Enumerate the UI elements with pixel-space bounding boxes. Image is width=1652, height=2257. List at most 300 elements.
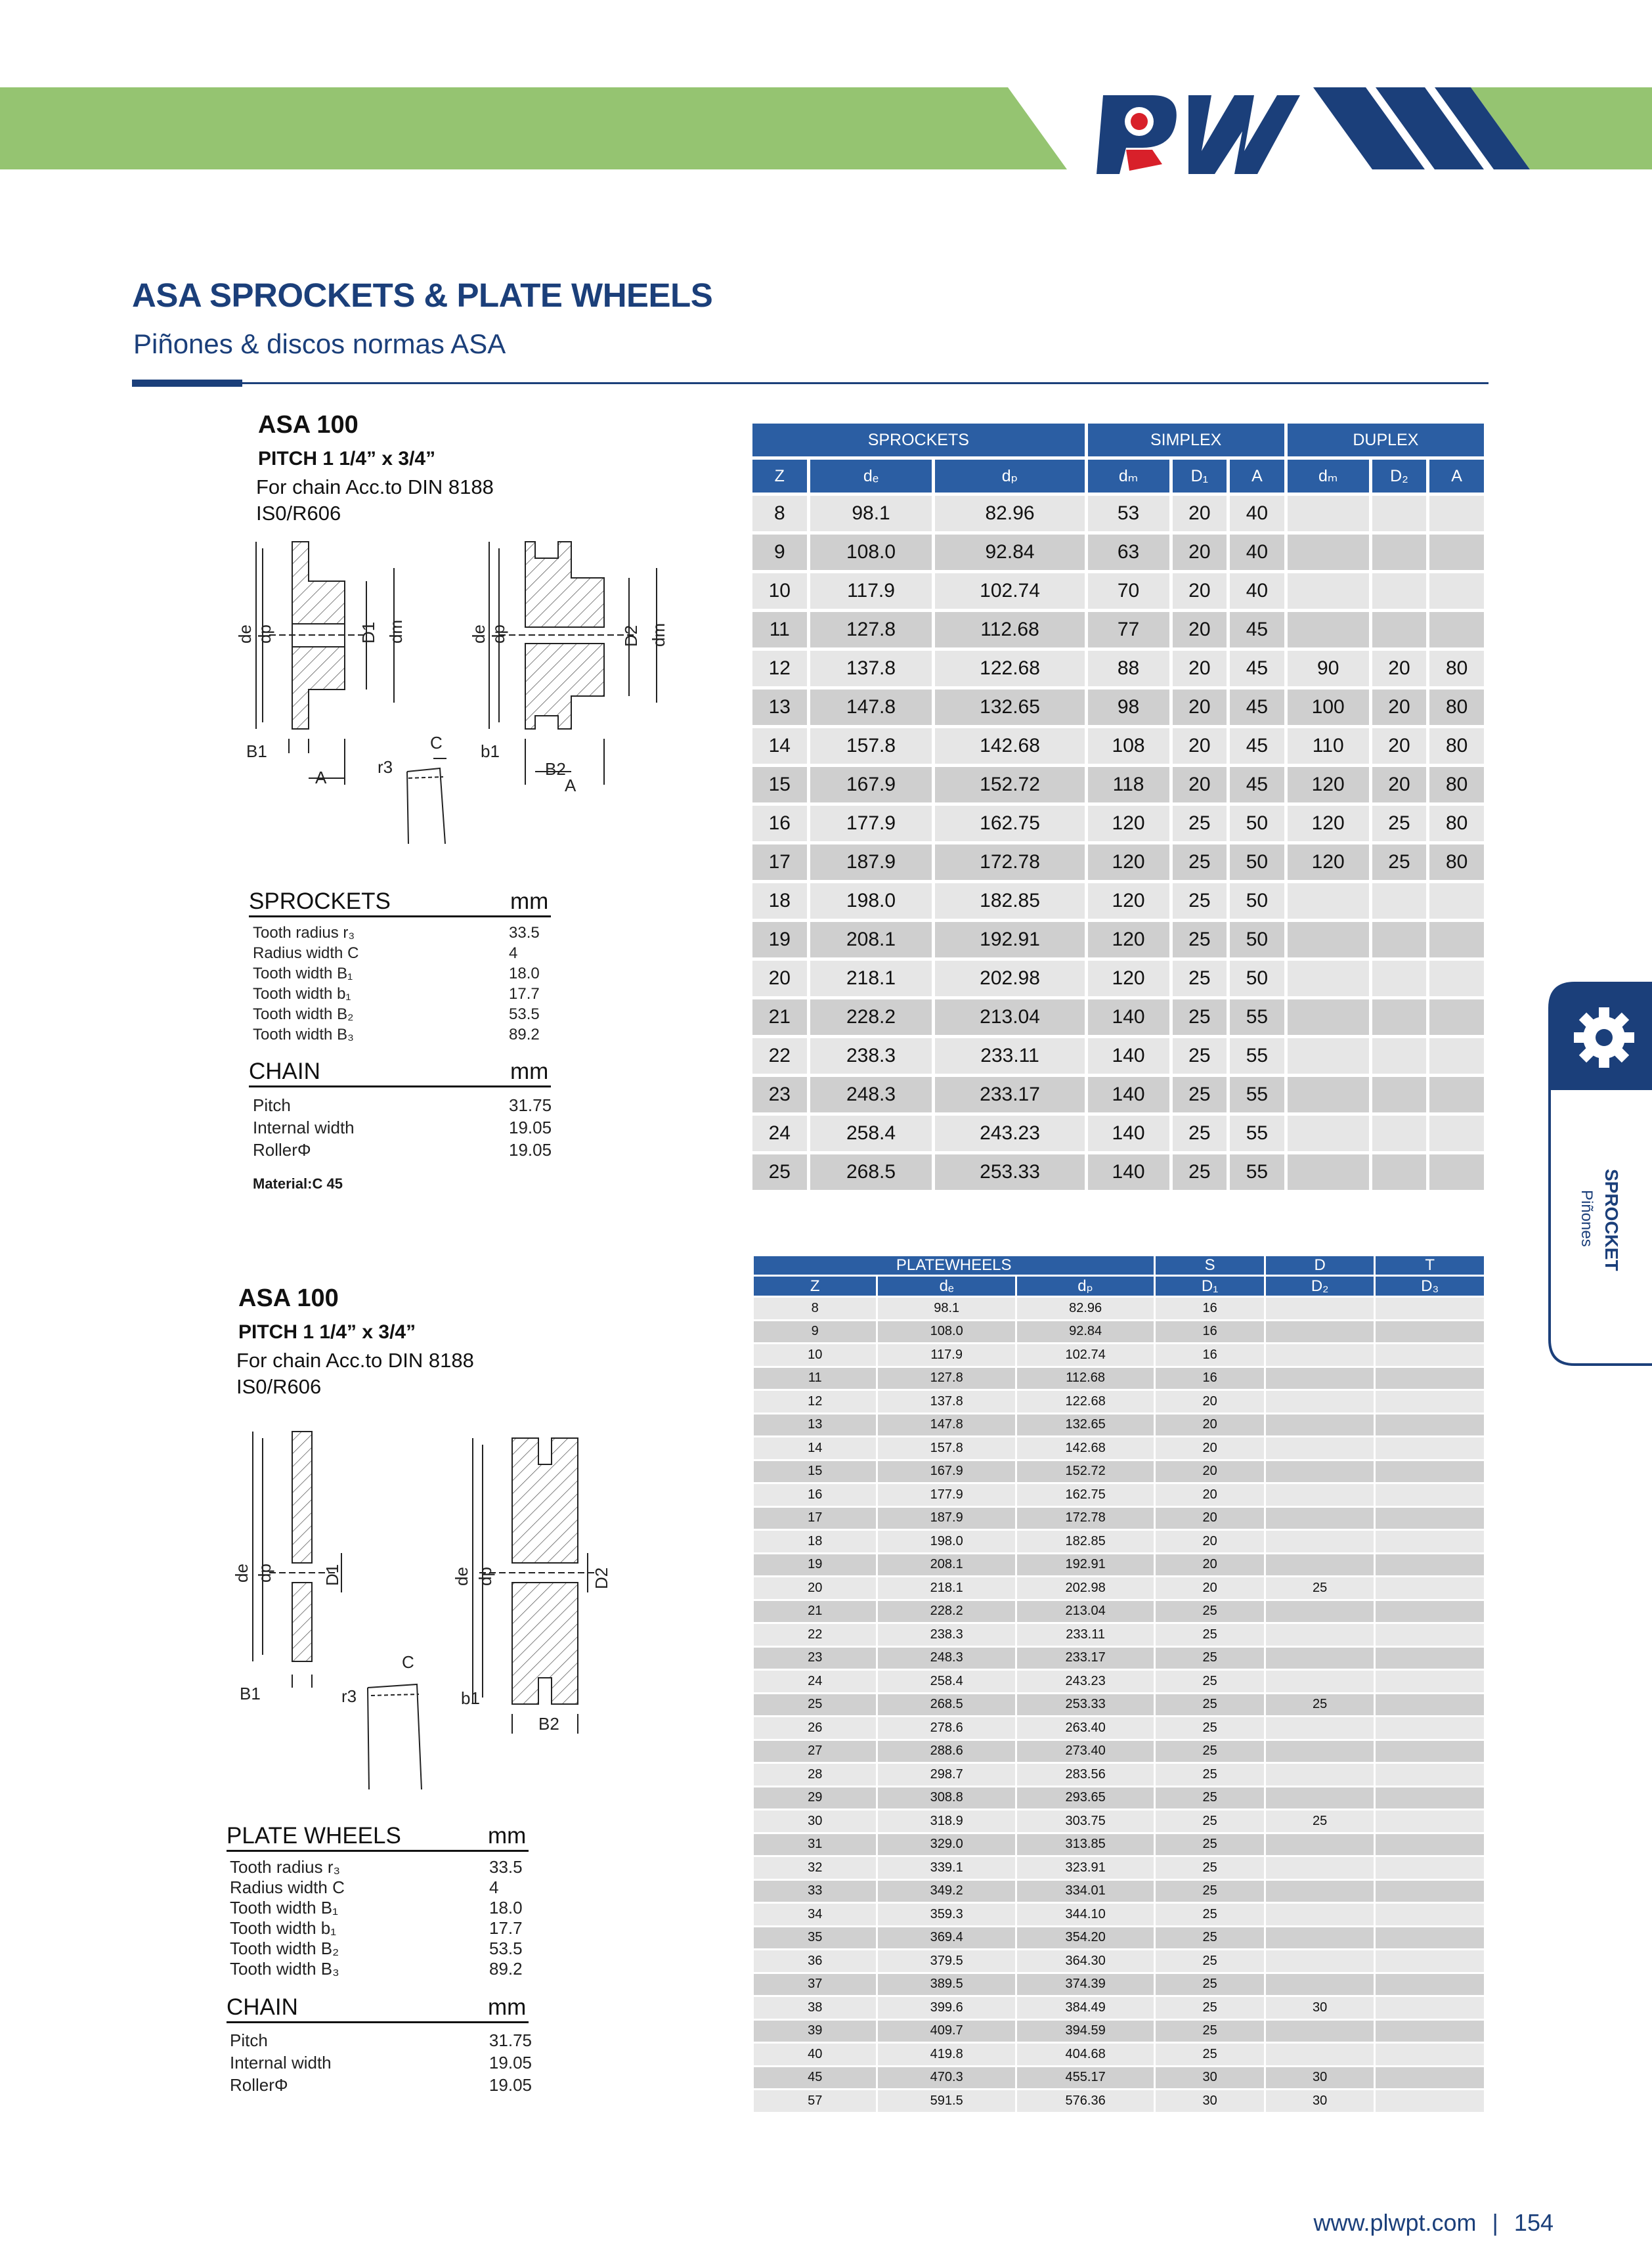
table-cell: 172.78 (935, 844, 1084, 880)
table-cell: 98.1 (878, 1298, 1014, 1319)
table-cell: 20 (1156, 1531, 1264, 1552)
table-cell: 25 (1173, 961, 1227, 996)
plw-logo-icon (1090, 79, 1307, 184)
table-cell: 82.96 (935, 496, 1084, 531)
material-note: Material:C 45 (253, 1175, 343, 1192)
table-cell: 25 (1156, 1764, 1264, 1786)
table-row (754, 1391, 1484, 1413)
plate-spec-list (230, 1857, 532, 1979)
table-row (754, 1461, 1484, 1483)
table-cell (1266, 1764, 1374, 1786)
table-cell: 112.68 (1017, 1368, 1154, 1390)
table-cell: 80 (1429, 690, 1484, 725)
table-cell: 20 (1156, 1484, 1264, 1506)
table-cell: 162.75 (935, 806, 1084, 841)
section1-iso: IS0/R606 (256, 502, 341, 525)
spec-row: Tooth width B₁ 18.0 (253, 965, 540, 982)
sprocket-spec-list (253, 923, 555, 1045)
table-cell: 120 (1088, 883, 1169, 919)
spec-row: Radius width C 4 (230, 1877, 499, 1897)
table-cell: 409.7 (878, 2021, 1014, 2042)
table-cell: 25 (1156, 1717, 1264, 1739)
table-cell (1429, 612, 1484, 647)
sprocket-table-body (752, 496, 1484, 1190)
table-cell: 142.68 (935, 728, 1084, 764)
table-cell (1266, 1414, 1374, 1436)
table-cell (1376, 2090, 1484, 2112)
table-cell (1266, 1531, 1374, 1552)
t1-col-header: D₂ (1372, 460, 1427, 493)
table-cell: 55 (1230, 1154, 1284, 1190)
sprocket-table (749, 420, 1487, 1193)
spec-row: Tooth radius r₃ 33.5 (230, 1857, 523, 1877)
table-cell: 122.68 (935, 651, 1084, 686)
table-cell: 55 (1230, 999, 1284, 1035)
table-row (754, 1717, 1484, 1739)
footer-url[interactable]: www.plwpt.com (1313, 2209, 1477, 2236)
table-cell (1376, 1601, 1484, 1623)
table-cell: 25 (1156, 1857, 1264, 1879)
label-de: de (236, 625, 255, 644)
table-cell (1376, 1368, 1484, 1390)
section1-pitch: PITCH 1 1/4” x 3/4” (258, 448, 436, 470)
table-cell: 25 (754, 1694, 876, 1716)
table-cell: 77 (1088, 612, 1169, 647)
plate-wheel-diagram (230, 1425, 624, 1793)
table-cell (1429, 999, 1484, 1035)
table-cell: 470.3 (878, 2067, 1014, 2089)
table-cell: 45 (1230, 690, 1284, 725)
table-cell: 339.1 (878, 1857, 1014, 1879)
table-cell (1429, 573, 1484, 609)
table-cell (1376, 1764, 1484, 1786)
table-cell (1376, 1834, 1484, 1856)
table-cell: 120 (1088, 961, 1169, 996)
table-cell: 238.3 (810, 1038, 932, 1074)
table-cell: 142.68 (1017, 1437, 1154, 1459)
table-cell: 100 (1288, 690, 1369, 725)
table-cell: 31 (754, 1834, 876, 1856)
table-cell (1266, 1717, 1374, 1739)
table-cell (1376, 1974, 1484, 1996)
spec-row: Internal width 19.05 (230, 2053, 532, 2072)
spec-row: RollerΦ 19.05 (253, 1140, 552, 1160)
label-B1-2: B1 (240, 1684, 261, 1703)
table-cell: 238.3 (878, 1624, 1014, 1646)
table-cell: 233.17 (1017, 1648, 1154, 1669)
table-cell: 17 (754, 1508, 876, 1529)
table-cell (1376, 1741, 1484, 1763)
table-cell (1266, 1624, 1374, 1646)
table-cell: 20 (752, 961, 807, 996)
table-cell (1376, 1904, 1484, 1925)
table-cell: 374.39 (1017, 1974, 1154, 1996)
table-cell: 40 (1230, 535, 1284, 570)
chain-spec-title: CHAIN (249, 1059, 320, 1084)
table-cell (1266, 1391, 1374, 1413)
t2-col-header: dₑ (878, 1277, 1014, 1296)
chain-spec-list (253, 1094, 555, 1161)
table-cell: 122.68 (1017, 1391, 1154, 1413)
table-cell: 394.59 (1017, 2021, 1154, 2042)
table-cell (1266, 1601, 1374, 1623)
table-cell: 16 (752, 806, 807, 841)
table-cell: 25 (1372, 844, 1427, 880)
plate-spec-title: PLATE WHEELS (227, 1823, 401, 1849)
table-cell (1429, 1116, 1484, 1151)
table-cell (1266, 1461, 1374, 1483)
table-cell (1372, 1116, 1427, 1151)
table-cell: 198.0 (810, 883, 932, 919)
table-cell: 22 (754, 1624, 876, 1646)
table-cell (1376, 1484, 1484, 1506)
table-row (752, 1116, 1484, 1151)
table-cell: 25 (1372, 806, 1427, 841)
table-cell: 45 (1230, 612, 1284, 647)
table-cell: 80 (1429, 767, 1484, 802)
table-cell: 11 (752, 612, 807, 647)
table-cell: 20 (1173, 496, 1227, 531)
table-cell: 182.85 (1017, 1531, 1154, 1552)
table-row (754, 1531, 1484, 1552)
table-cell (1266, 1368, 1374, 1390)
table-cell: 20 (1372, 728, 1427, 764)
table-cell: 120 (1088, 844, 1169, 880)
table-cell: 25 (1156, 1624, 1264, 1646)
table-cell (1429, 496, 1484, 531)
table-cell (1372, 883, 1427, 919)
table-cell (1429, 922, 1484, 957)
table-cell (1372, 922, 1427, 957)
table-cell: 20 (1173, 573, 1227, 609)
table-cell: 16 (1156, 1368, 1264, 1390)
table-cell: 25 (1156, 1997, 1264, 2019)
table-cell: 19 (752, 922, 807, 957)
table-cell: 208.1 (810, 922, 932, 957)
label-A-2: A (565, 776, 576, 795)
table-cell: 18 (754, 1531, 876, 1552)
table-cell: 399.6 (878, 1997, 1014, 2019)
t2-col-header: D₃ (1376, 1277, 1484, 1296)
table-cell: 198.0 (878, 1531, 1014, 1552)
group-d: D (1266, 1256, 1374, 1275)
table-cell (1376, 1577, 1484, 1599)
table-cell: 20 (1156, 1414, 1264, 1436)
table-cell (1376, 1508, 1484, 1529)
page-title: ASA SPROCKETS & PLATE WHEELS (132, 276, 713, 314)
table-cell: 16 (1156, 1344, 1264, 1366)
table-cell: 233.17 (935, 1077, 1084, 1112)
label-B2: B2 (545, 759, 566, 779)
table-cell: 25 (1156, 1834, 1264, 1856)
table-cell: 40 (1230, 496, 1284, 531)
table-group-row (752, 424, 1484, 456)
spec-row: Tooth width B₃ 89.2 (230, 1959, 523, 1979)
table-cell: 127.8 (878, 1368, 1014, 1390)
table-row (754, 1554, 1484, 1576)
table-cell: 17 (752, 844, 807, 880)
table-cell: 50 (1230, 922, 1284, 957)
table-row (754, 1298, 1484, 1319)
table-cell: 293.65 (1017, 1787, 1154, 1809)
table-row (754, 1950, 1484, 1972)
table-cell: 33 (754, 1881, 876, 1902)
table-row (754, 2044, 1484, 2065)
label-dm-2: dm (649, 623, 668, 647)
table-cell: 318.9 (878, 1810, 1014, 1832)
table-cell (1376, 1857, 1484, 1879)
table-cell: 213.04 (935, 999, 1084, 1035)
table-cell (1429, 1077, 1484, 1112)
table-cell: 25 (752, 1154, 807, 1190)
table-cell: 45 (1230, 651, 1284, 686)
table-cell: 15 (754, 1461, 876, 1483)
table-row (754, 1694, 1484, 1716)
table-cell: 187.9 (878, 1508, 1014, 1529)
table-cell (1288, 1038, 1369, 1074)
table-cell: 12 (752, 651, 807, 686)
table-cell (1372, 573, 1427, 609)
table-cell: 30 (754, 1810, 876, 1832)
table-cell: 349.2 (878, 1881, 1014, 1902)
table-cell (1376, 1787, 1484, 1809)
table-cell: 120 (1288, 844, 1369, 880)
table-cell (1376, 1717, 1484, 1739)
section2-iso: IS0/R606 (236, 1375, 322, 1398)
table-cell: 14 (752, 728, 807, 764)
table-row (754, 1834, 1484, 1856)
table-cell: 10 (752, 573, 807, 609)
table-cell: 127.8 (810, 612, 932, 647)
table-row (754, 1624, 1484, 1646)
table-cell (1372, 999, 1427, 1035)
table-cell (1372, 1077, 1427, 1112)
header-banner (0, 0, 1652, 177)
plate-wheel-table-body (754, 1298, 1484, 2112)
t1-col-header: A (1230, 460, 1284, 493)
table-cell: 25 (1156, 1927, 1264, 1949)
table-row (754, 1648, 1484, 1669)
table-row (752, 883, 1484, 919)
table-cell: 16 (1156, 1321, 1264, 1343)
spec-row: Radius width C 4 (253, 944, 518, 962)
spec-row: Pitch 31.75 (253, 1095, 552, 1115)
label-B2-2: B2 (538, 1714, 559, 1734)
table-cell (1288, 612, 1369, 647)
table-cell: 25 (1156, 1601, 1264, 1623)
table-cell (1288, 1077, 1369, 1112)
table-cell: 167.9 (810, 767, 932, 802)
table-cell (1288, 1116, 1369, 1151)
table-cell (1376, 1624, 1484, 1646)
table-cell: 30 (1266, 2067, 1374, 2089)
sprockets-spec-rule (249, 915, 551, 917)
table-cell (1266, 1857, 1374, 1879)
table-cell: 25 (1156, 2021, 1264, 2042)
table-cell: 25 (1173, 844, 1227, 880)
sprockets-spec-unit: mm (510, 888, 549, 914)
label-de-3: de (232, 1564, 251, 1583)
table-cell: 157.8 (810, 728, 932, 764)
table-cell (1376, 1927, 1484, 1949)
table-row (754, 1508, 1484, 1529)
table-cell: 228.2 (810, 999, 932, 1035)
table-row (754, 1881, 1484, 1902)
table-cell: 110 (1288, 728, 1369, 764)
label-D2-2: D2 (592, 1567, 611, 1589)
table-cell (1376, 1554, 1484, 1576)
table-row (752, 728, 1484, 764)
table-cell: 55 (1230, 1038, 1284, 1074)
table-cell: 140 (1088, 1116, 1169, 1151)
table-cell: 38 (754, 1997, 876, 2019)
table-cell: 29 (754, 1787, 876, 1809)
table-cell: 36 (754, 1950, 876, 1972)
table-row (754, 1764, 1484, 1786)
footer (1313, 2209, 1554, 2237)
table-cell: 80 (1429, 651, 1484, 686)
table-cell: 157.8 (878, 1437, 1014, 1459)
table-cell: 288.6 (878, 1741, 1014, 1763)
table-cell: 50 (1230, 961, 1284, 996)
section2-chain-standard: For chain Acc.to DIN 8188 (236, 1349, 474, 1372)
table-cell (1376, 1298, 1484, 1319)
table-cell: 233.11 (935, 1038, 1084, 1074)
table-cell: 455.17 (1017, 2067, 1154, 2089)
table-cell: 90 (1288, 651, 1369, 686)
table-cell: 303.75 (1017, 1810, 1154, 1832)
table-cell: 25 (1173, 806, 1227, 841)
table-row (754, 1974, 1484, 1996)
table-cell: 364.30 (1017, 1950, 1154, 1972)
table-cell: 359.3 (878, 1904, 1014, 1925)
table-cell: 25 (1156, 1881, 1264, 1902)
label-dp-4: dp (475, 1567, 495, 1586)
sprocket-diagram (236, 529, 683, 844)
table-cell: 25 (1173, 1154, 1227, 1190)
table-row (752, 1077, 1484, 1112)
page-subtitle: Piñones & discos normas ASA (133, 328, 506, 359)
table-cell: 102.74 (935, 573, 1084, 609)
table-row (752, 612, 1484, 647)
table-cell: 379.5 (878, 1950, 1014, 1972)
table-cell: 140 (1088, 1038, 1169, 1074)
table-cell: 591.5 (878, 2090, 1014, 2112)
table-cell: 268.5 (878, 1694, 1014, 1716)
side-tab-title: SPROCKET (1601, 1169, 1622, 1271)
table-cell: 13 (752, 690, 807, 725)
t2-col-header: D₂ (1266, 1277, 1374, 1296)
table-cell: 202.98 (935, 961, 1084, 996)
table-cell (1376, 2021, 1484, 2042)
label-A: A (315, 768, 327, 787)
table-cell: 120 (1088, 806, 1169, 841)
table-row (752, 999, 1484, 1035)
table-row (752, 767, 1484, 802)
table-cell: 147.8 (810, 690, 932, 725)
table-row (754, 1671, 1484, 1692)
table-cell (1376, 1437, 1484, 1459)
table-cell (1429, 883, 1484, 919)
table-cell (1376, 1671, 1484, 1692)
table-cell (1266, 1950, 1374, 1972)
table-row (754, 1601, 1484, 1623)
label-B1: B1 (246, 741, 267, 761)
table-cell (1266, 1554, 1374, 1576)
table-cell: 21 (752, 999, 807, 1035)
label-dp: dp (255, 625, 274, 644)
table-cell: 14 (754, 1437, 876, 1459)
table-cell (1372, 612, 1427, 647)
label-r3-2: r3 (341, 1686, 357, 1706)
table-cell (1266, 1881, 1374, 1902)
spec-row: RollerΦ 19.05 (230, 2075, 532, 2095)
spec-row: Tooth width b₁ 17.7 (230, 1918, 523, 1938)
table-cell: 278.6 (878, 1717, 1014, 1739)
label-b1: b1 (481, 741, 500, 761)
table-cell: 258.4 (810, 1116, 932, 1151)
table-cell: 8 (754, 1298, 876, 1319)
table-row (752, 496, 1484, 531)
table-row (754, 1857, 1484, 1879)
table-cell: 384.49 (1017, 1997, 1154, 2019)
section1-chain-standard: For chain Acc.to DIN 8188 (256, 475, 494, 498)
table-cell: 88 (1088, 651, 1169, 686)
chain-spec-rule (249, 1085, 551, 1087)
table-cell: 419.8 (878, 2044, 1014, 2065)
table-cell: 140 (1088, 1154, 1169, 1190)
table-row (754, 1577, 1484, 1599)
table-cell: 40 (1230, 573, 1284, 609)
table-cell: 120 (1088, 922, 1169, 957)
t2-col-header: Z (754, 1277, 876, 1296)
table-cell (1288, 496, 1369, 531)
label-de-4: de (452, 1567, 471, 1586)
table-cell: 21 (754, 1601, 876, 1623)
table-cell: 26 (754, 1717, 876, 1739)
plate-wheel-drawing (230, 1425, 624, 1793)
group-t: T (1376, 1256, 1484, 1275)
section1-heading: ASA 100 (258, 411, 359, 439)
table-row (754, 2090, 1484, 2112)
table-row (754, 1741, 1484, 1763)
t1-col-header: dₘ (1288, 460, 1369, 493)
table-cell (1376, 1391, 1484, 1413)
table-cell (1288, 961, 1369, 996)
table-row (754, 1321, 1484, 1343)
table-row (754, 1414, 1484, 1436)
table-cell: 25 (1266, 1577, 1374, 1599)
table-cell: 120 (1288, 806, 1369, 841)
table-cell: 63 (1088, 535, 1169, 570)
table-cell: 102.74 (1017, 1344, 1154, 1366)
section2-pitch: PITCH 1 1/4” x 3/4” (238, 1321, 416, 1343)
table-cell: 369.4 (878, 1927, 1014, 1949)
table-cell (1372, 496, 1427, 531)
table-cell: 30 (1156, 2067, 1264, 2089)
table-cell (1266, 1508, 1374, 1529)
table-row (754, 1787, 1484, 1809)
table-cell (1376, 1881, 1484, 1902)
table-cell (1288, 922, 1369, 957)
table-cell (1266, 1648, 1374, 1669)
label-b1-2: b1 (461, 1688, 480, 1708)
table-cell: 25 (1156, 1950, 1264, 1972)
table-cell (1288, 573, 1369, 609)
table-cell: 25 (1266, 1694, 1374, 1716)
table-cell: 389.5 (878, 1974, 1014, 1996)
gear-icon (1571, 1005, 1637, 1070)
